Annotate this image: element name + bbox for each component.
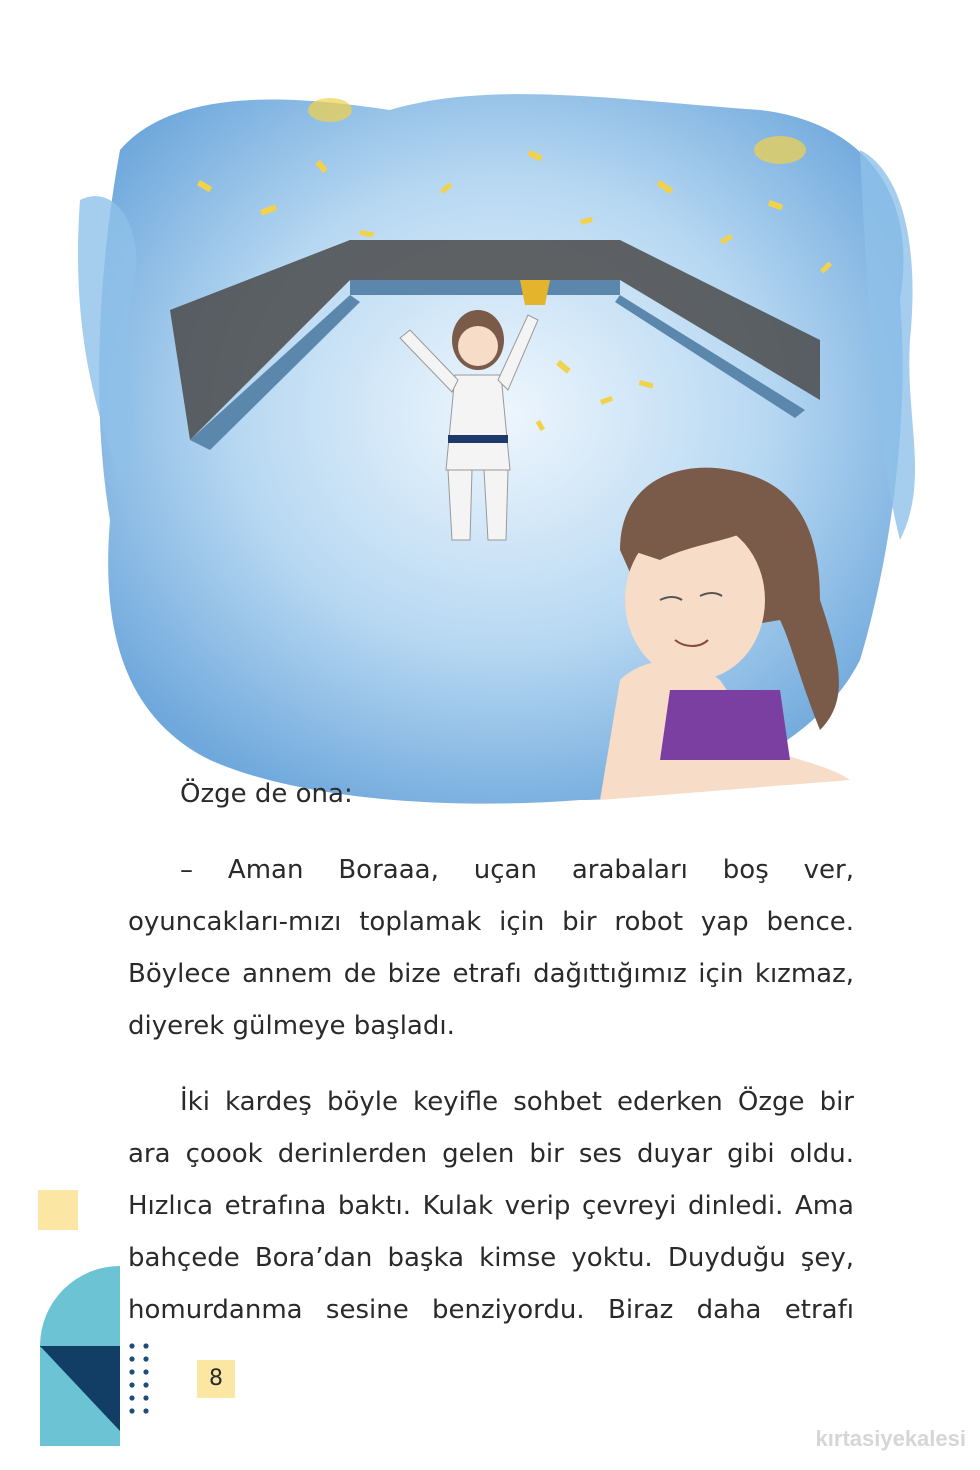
corner-decoration: [40, 1266, 120, 1446]
paragraph-3: İki kardeş böyle keyifle sohbet ederken Özge bir ara çoook derinlerden gelen bir ses duyar gibi oldu. Hızlıca etrafına baktı. Kulak verip çevreyi dinledi. Ama bahçede Bora’dan başka kimse yoktu. Duyduğu şey, homurdanma sesine benziyordu. Biraz daha etrafı: [128, 1087, 854, 1325]
yellow-square: [38, 1190, 78, 1230]
watermark: kırtasiyekalesi: [815, 1426, 966, 1451]
paragraph-1: Özge de ona:: [180, 779, 353, 809]
paragraph-2: – Aman Boraaa, uçan arabaları boş ver, oyuncakları-mızı toplamak için bir robot yap bence. Böylece annem de bize etrafı dağıttığımız için kızmaz, diyerek gülmeye başladı.: [128, 855, 854, 1041]
story-illustration: [60, 40, 920, 820]
page-number: 8: [197, 1360, 235, 1398]
dot-grid: [128, 1342, 152, 1416]
story-text: [128, 768, 854, 1360]
